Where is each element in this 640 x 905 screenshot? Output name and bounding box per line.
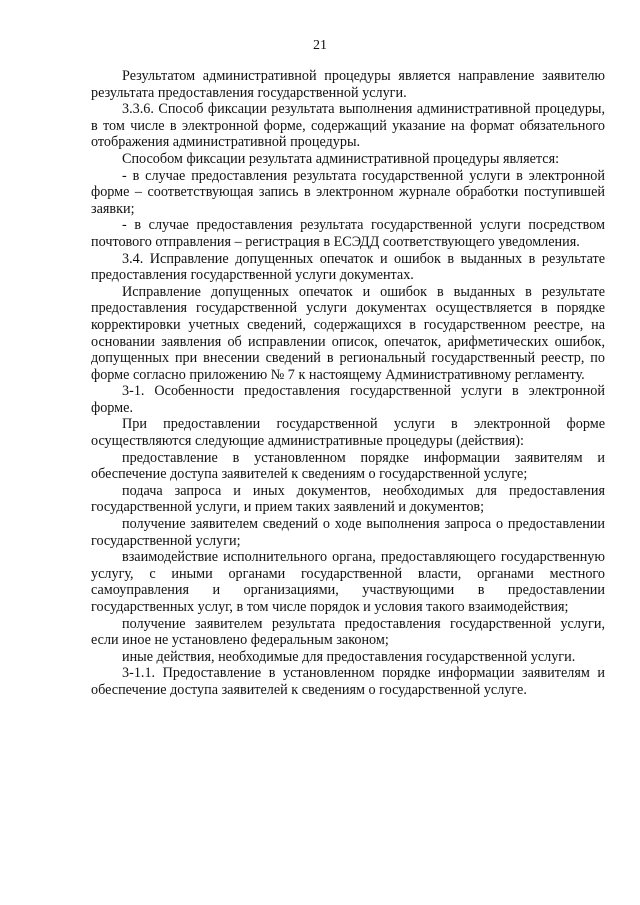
paragraph: иные действия, необходимые для предоставления государственной услуги. [122,648,576,665]
paragraph: 3-1. Особенности предоставления государственной услуги в электронной форме. [91,383,605,416]
paragraph: 3.4. Исправление допущенных опечаток и ошибок в выданных в результате предоставления государственной услуги документах. [91,250,605,284]
paragraph: взаимодействие исполнительного органа, предоставляющего государственную услугу, с иными органами государственной власти, органами местного самоуправления и организациями, участвующими в предоставлении государственных услуг, в том числе порядок и условия такого взаимодействия; [91,549,605,615]
paragraph: предоставление в установленном порядке информации заявителям и обеспечение доступа заявителей к сведениям о государственной услуге; [91,449,605,483]
paragraph: При предоставлении государственной услуги в электронной форме осуществляются следующие административные процедуры (действия): [91,416,605,450]
page-number: 21 [313,38,327,53]
paragraph: подача запроса и иных документов, необходимых для предоставления государственной услуги, и прием таких заявлений и документов; [91,482,605,516]
paragraph: получение заявителем сведений о ходе выполнения запроса о предоставлении государственной услуги; [91,516,605,549]
paragraph: 3.3.6. Способ фиксации результата выполнения административной процедуры, в том числе в электронной форме, содержащий указание на формат обязательного отображения административной процедуры. [91,101,605,151]
paragraph: получение заявителем результата предоставления государственной услуги, если иное не установлено федеральным законом; [91,615,605,649]
paragraph: - в случае предоставления результата государственной услуги посредством почтового отправления – регистрация в ЕСЭДД соответствующего уведомления. [91,217,605,250]
paragraph: 3-1.1. Предоставление в установленном порядке информации заявителям и обеспечение доступа заявителей к сведениям о государственной услуге. [91,665,605,698]
paragraph: - в случае предоставления результата государственной услуги в электронной форме – соответствующая запись в электронном журнале обработки поступившей заявки; [91,167,605,217]
paragraph: Способом фиксации результата административной процедуры является: [122,150,560,167]
document-body [91,68,605,699]
paragraph: Результатом административной процедуры является направление заявителю результата предоставления государственной услуги. [91,68,605,101]
paragraph: Исправление допущенных опечаток и ошибок в выданных в результате предоставления государственной услуги документах осуществляется в порядке корректировки учетных сведений, содержащихся в государственном реестре, на основании заявления об исправлении описок, опечаток, арифметических ошибок, допущенных при внесении сведений в региональный государственный реестр, по форме согласно приложению № 7 к настоящему Административному регламенту. [91,283,605,383]
